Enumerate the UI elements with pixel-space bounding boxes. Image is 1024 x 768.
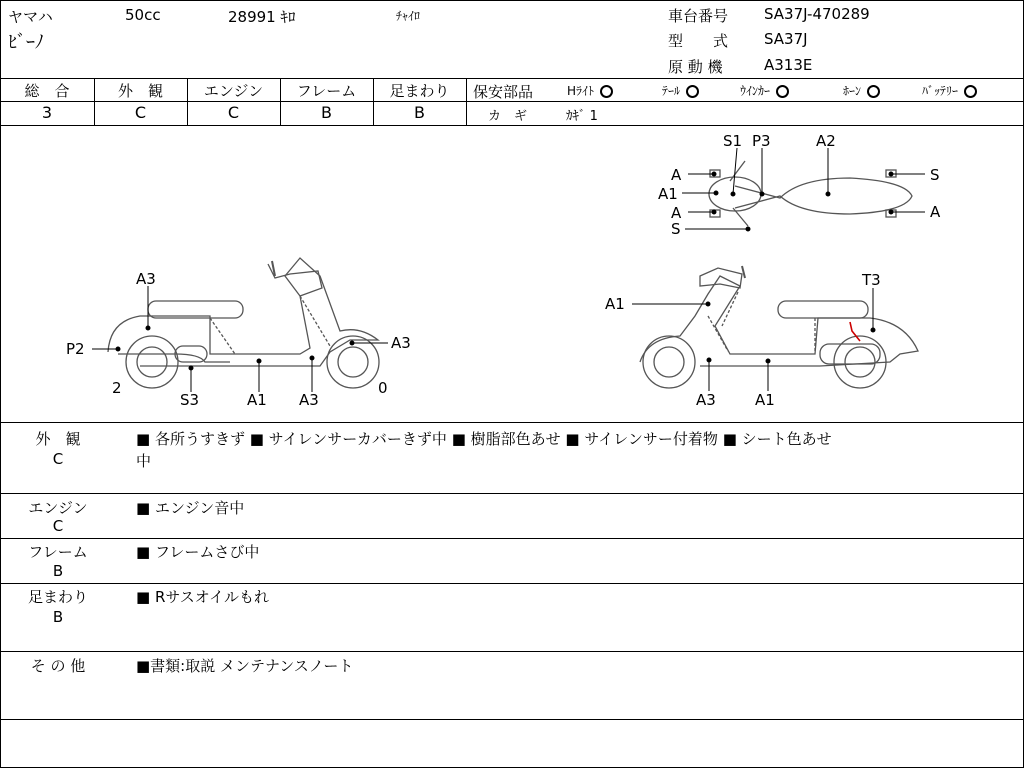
note-grade-engine: C (52, 517, 64, 535)
displacement: 50cc (125, 6, 161, 24)
divider (0, 719, 1024, 720)
note-category-frame: フレーム (28, 543, 88, 561)
damage-label: P3 (752, 132, 771, 150)
damage-label: A3 (136, 270, 156, 288)
key-value: ｶｷﾞ 1 (566, 109, 598, 124)
grade-frame: B (321, 103, 332, 122)
divider (0, 493, 1024, 494)
note-grade-exterior: C (52, 450, 64, 468)
start-type: ﾁｬｲﾛ (396, 9, 421, 23)
note-text-exterior-cont: 中 (136, 452, 152, 470)
safety-headlight: Hﾗｲﾄ (567, 82, 613, 99)
ok-circle-icon (776, 85, 789, 98)
damage-label: A1 (247, 391, 267, 409)
note-text-exterior: ■ 各所うすきず ■ サイレンサーカバーきず中 ■ 樹脂部色あせ ■ サイレンサー付着物 ■ シート色あせ (136, 430, 832, 448)
ok-circle-icon (964, 85, 977, 98)
note-grade-suspension: B (52, 608, 64, 626)
grade-exterior: C (134, 103, 147, 122)
damage-label: A3 (696, 391, 716, 409)
note-text-engine: ■ エンジン音中 (136, 499, 245, 517)
grade-suspension: B (414, 103, 425, 122)
divider (0, 538, 1024, 539)
damage-label: A1 (658, 185, 678, 203)
divider (0, 651, 1024, 652)
damage-label: A (930, 203, 941, 221)
grade-overall: 3 (41, 103, 53, 122)
maker: ヤマハ (8, 8, 53, 26)
note-text-frame: ■ フレームさび中 (136, 543, 260, 561)
damage-label: A1 (605, 295, 625, 313)
safety-battery: ﾊﾞｯﾃﾘｰ (922, 82, 977, 99)
safety-horn: ﾎｰﾝ (843, 82, 880, 99)
safety-label: 保安部品 (473, 83, 534, 101)
frame-no-label: 車台番号 (668, 7, 729, 25)
damage-label: S3 (180, 391, 200, 409)
damage-label: 2 (112, 379, 122, 397)
divider (466, 78, 467, 125)
damage-label: P2 (66, 340, 85, 358)
engine-label: 原 動 機 (668, 58, 723, 76)
divider (0, 78, 1024, 79)
grade-engine: C (227, 103, 240, 122)
model-name: ﾋﾞｰﾉ (8, 32, 44, 53)
mileage: 28991 ｷﾛ (228, 8, 296, 26)
model-type-label: 型 式 (668, 32, 729, 50)
divider (0, 583, 1024, 584)
ok-circle-icon (600, 85, 613, 98)
ok-circle-icon (686, 85, 699, 98)
damage-label: S1 (723, 132, 743, 150)
damage-label: 0 (378, 379, 388, 397)
damage-label: A3 (299, 391, 319, 409)
note-category-engine: エンジン (28, 499, 88, 517)
damage-label: S (930, 166, 940, 184)
note-grade-frame: B (52, 562, 64, 580)
safety-winker: ｳｲﾝｶｰ (740, 82, 789, 99)
note-text-other: ■書類:取説 メンテナンスノート (136, 657, 354, 675)
scooter-diagram (0, 126, 1024, 422)
divider (467, 101, 1024, 102)
damage-label: A2 (816, 132, 836, 150)
key-label: カ ギ (488, 109, 528, 124)
damage-label: A3 (391, 334, 411, 352)
ok-circle-icon (867, 85, 880, 98)
frame-no: SA37J-470289 (764, 5, 870, 23)
note-text-suspension: ■ Rサスオイルもれ (136, 588, 270, 606)
damage-label: A (671, 166, 682, 184)
grade-header-engine: エンジン (203, 82, 264, 100)
damage-label: T3 (862, 271, 881, 289)
damage-label: A1 (755, 391, 775, 409)
note-category-suspension: 足まわり (27, 588, 88, 606)
safety-tail: ﾃｰﾙ (662, 82, 699, 99)
model-type: SA37J (764, 30, 808, 48)
grade-header-exterior: 外 観 (117, 82, 163, 100)
grade-header-overall: 総 合 (24, 82, 70, 100)
damage-label: A (671, 204, 682, 222)
note-category-other: そ の 他 (30, 657, 86, 675)
grade-header-frame: フレーム (296, 82, 357, 100)
engine-model: A313E (764, 56, 813, 74)
grade-header-suspension: 足まわり (389, 82, 450, 100)
damage-label: S (671, 220, 681, 238)
divider (0, 422, 1024, 423)
note-category-exterior: 外 観 (35, 430, 81, 448)
divider (0, 101, 467, 102)
